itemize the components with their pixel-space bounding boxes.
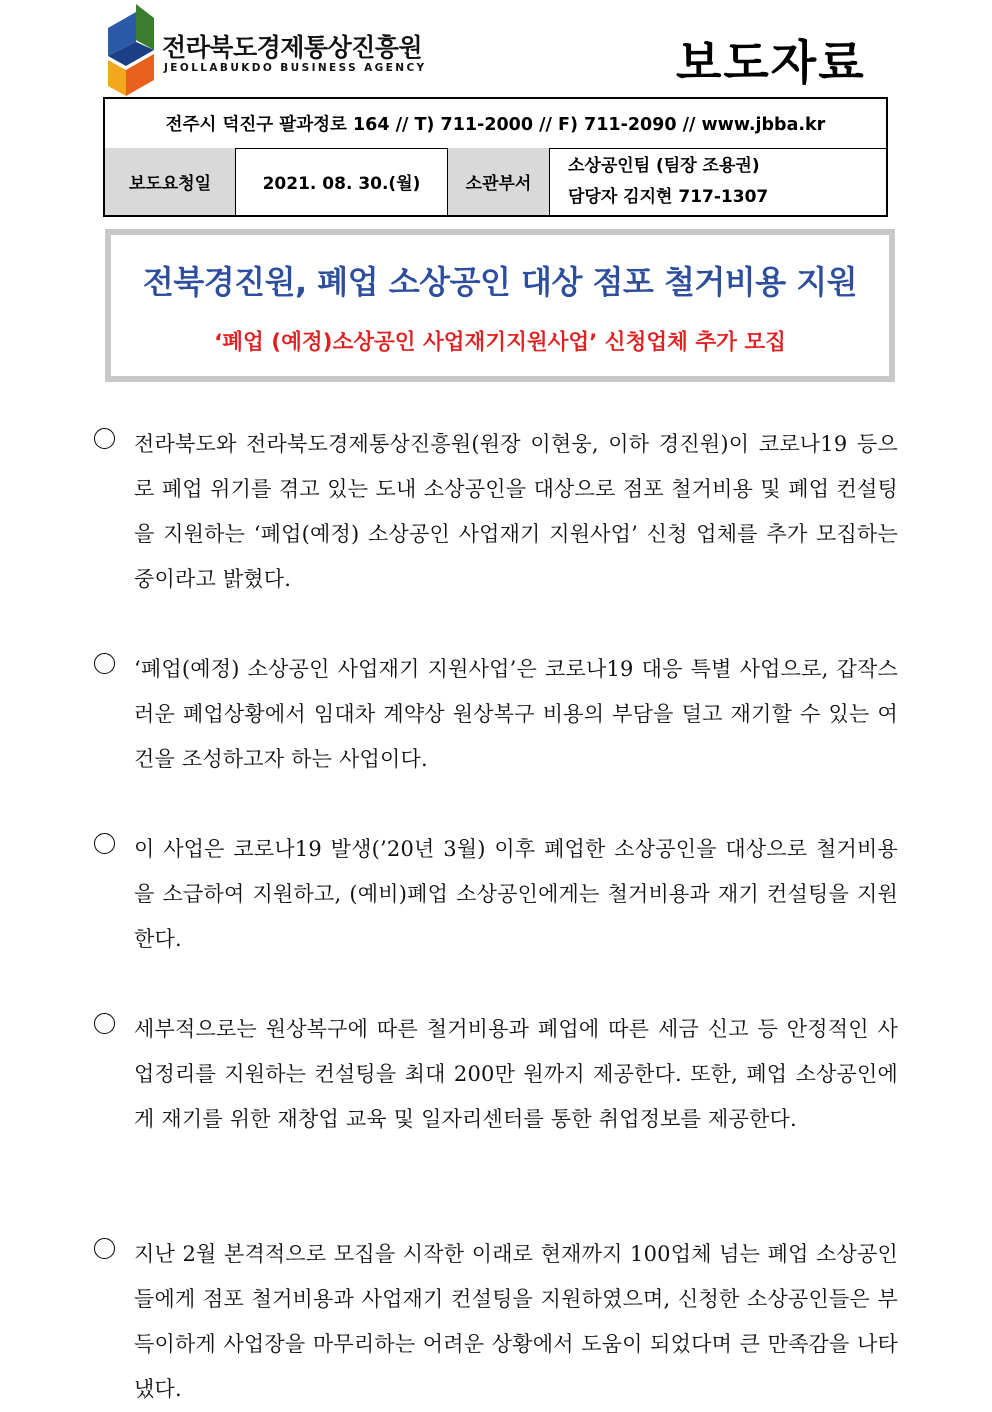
department-info	[550, 148, 886, 215]
sub-headline: ‘폐업 (예정)소상공인 사업재기지원사업’ 신청업체 추가 모집	[214, 330, 786, 355]
release-date-value: 2021. 08. 30.(월)	[236, 148, 448, 215]
paragraph-text: 세부적으로는 원상복구에 따른 철거비용과 폐업에 따른 세금 신고 등 안정적인 사업정리를 지원하는 컨설팅을 최대 200만 원까지 제공한다. 또한, 폐업 소상공인에게 재기를 위한 재창업 교육 및 일자리센터를 통한 취업정보를 제공한다.	[134, 1017, 898, 1131]
circle-bullet-icon	[94, 833, 115, 854]
paragraph-text: 전라북도와 전라북도경제통상진흥원(원장 이현웅, 이하 경진원)이 코로나19 등으로 폐업 위기를 겪고 있는 도내 소상공인을 대상으로 점포 철거비용 및 폐업 컨설팅을 지원하는 ‘폐업(예정) 소상공인 사업재기 지원사업’ 신청 업체를 추가 모집하는 중이라고 밝혔다.	[134, 432, 898, 591]
circle-bullet-icon	[94, 428, 115, 449]
agency-logo	[108, 4, 427, 96]
paragraph	[92, 1007, 898, 1142]
paragraph	[92, 422, 898, 602]
department-team: 소상공인팀 (팀장 조용권)	[568, 155, 760, 176]
contact-info-table	[103, 97, 888, 217]
paragraph-text: ‘폐업(예정) 소상공인 사업재기 지원사업’은 코로나19 대응 특별 사업으로, 갑작스러운 폐업상황에서 임대차 계약상 원상복구 비용의 부담을 덜고 재기할 수 있는 여건을 조성하고자 하는 사업이다.	[134, 657, 898, 771]
headline-box	[105, 229, 895, 382]
paragraph	[92, 1232, 898, 1412]
circle-bullet-icon	[94, 1238, 115, 1259]
paragraph	[92, 647, 898, 782]
agency-logo-icon	[108, 4, 154, 96]
circle-bullet-icon	[94, 653, 115, 674]
paragraph-text: 이 사업은 코로나19 발생(’20년 3월) 이후 폐업한 소상공인을 대상으로 철거비용을 소급하여 지원하고, (예비)폐업 소상공인에게는 철거비용과 재기 컨설팅을 지원한다.	[134, 837, 898, 951]
document-type-title: 보도자료	[676, 36, 866, 91]
paragraph-text: 지난 2월 본격적으로 모집을 시작한 이래로 현재까지 100업체 넘는 폐업 소상공인들에게 점포 철거비용과 사업재기 컨설팅을 지원하였으며, 신청한 소상공인들은 부득이하게 사업장을 마무리하는 어려운 상황에서 도움이 되었다며 큰 만족감을 나타냈다.	[134, 1242, 898, 1401]
release-date-label: 보도요청일	[105, 148, 236, 215]
agency-name-en: JEOLLABUKDO BUSINESS AGENCY	[164, 62, 427, 74]
contact-line: 전주시 덕진구 팔과정로 164 // T) 711-2000 // F) 711-2090 // www.jbba.kr	[105, 99, 886, 149]
paragraph	[92, 827, 898, 962]
department-label: 소관부서	[448, 148, 550, 215]
department-contact: 담당자 김지현 717-1307	[568, 186, 769, 207]
circle-bullet-icon	[94, 1013, 115, 1034]
headline: 전북경진원, 폐업 소상공인 대상 점포 철거비용 지원	[142, 263, 858, 301]
agency-name-kr: 전라북도경제통상진흥원	[162, 33, 423, 62]
